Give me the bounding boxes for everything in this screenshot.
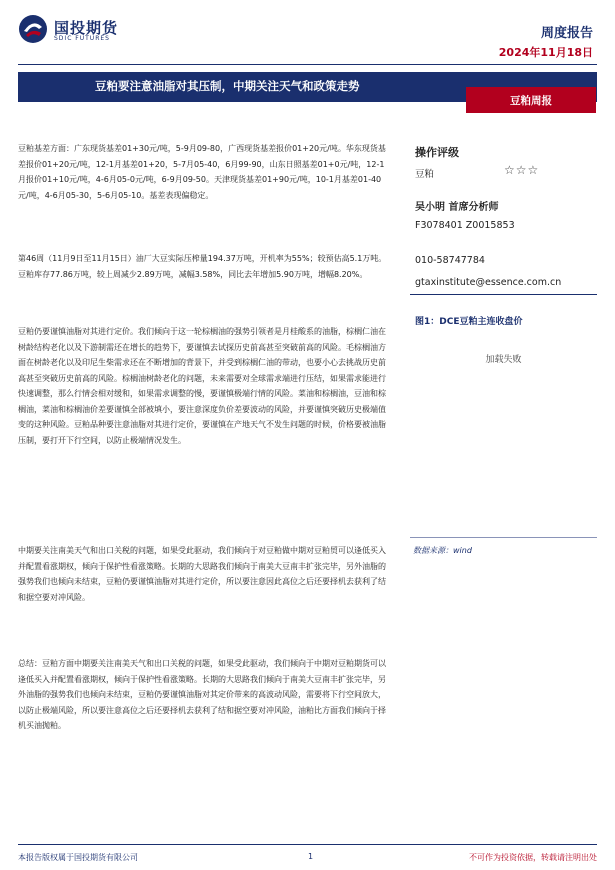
crush-inventory-paragraph: 第46周（11月9日至11月15日）油厂大豆实际压榨量194.37万吨，开机率为55%；较预估高5.1万吨。豆粕库存77.86万吨，较上周减少2.89万吨，减幅3.58%，同比去年增加5.90万吨，增幅8.20%。 xyxy=(18,254,387,279)
figure-bottom-divider xyxy=(410,537,597,538)
company-logo xyxy=(18,14,158,50)
analyst-name: 吴小明 首席分析师 xyxy=(415,202,499,213)
footer-copyright: 本报告版权属于国投期货有限公司 xyxy=(18,853,138,862)
contact-phone: 010-58747784 xyxy=(415,255,485,266)
logo-text-en: SDIC FUTURES xyxy=(54,35,110,42)
report-date: 2024年11月18日 xyxy=(498,46,593,59)
footer-disclaimer: 不可作为投资依据，转载请注明出处 xyxy=(469,853,597,862)
report-title: 豆粕要注意油脂对其压制，中期关注天气和政策走势 xyxy=(95,79,360,93)
page-number: 1 xyxy=(308,852,314,861)
report-type: 周度报告 xyxy=(540,26,593,41)
analyst-certificate: F3078401 Z0015853 xyxy=(415,220,515,231)
oil-pricing-paragraph: 豆粕仍要谨慎油脂对其进行定价。我们倾向于这一轮棕榈油的强势引领者是月桂酸系的油脂，棕榈仁油在树龄结构老化以及下游制需还在增长的趋势下，要谨慎去试探历史前高甚至突破前高的风险。毛棕榈油方面在树龄老化以及印尼生柴需求还在不断增加的背景下，并受到棕榈仁油的带动，也要小心去挑战历史前高甚至突破历史前高的风险。棕榈油树龄老化的问题，未来需要对全球需求端进行压结，如果需求能进行快速调整，那么行情会相对缓和，如果需求调整的慢，要谨慎极端行情的风险。菜油和棕榈油，豆油和棕榈油，菜油和棕榈油价差要谨慎全部被填小，要注意深度负价差要波动的风险，并要谨慎突破历史极端值变的这种风险。豆粕品种要注意油脂对其进行定价，要谨慎在产地天气不发生问题的时候，价格要被油脂压制，要打开下行空间，以防止极端情况发生。 xyxy=(18,327,386,445)
figure-load-failed: 加载失败 xyxy=(485,355,522,365)
rating-stars-icon: ☆☆☆ xyxy=(504,163,540,177)
figure-title: 图1：DCE豆粕主连收盘价 xyxy=(415,317,523,327)
summary-paragraph: 总结：豆粕方面中期要关注南美天气和出口关税的问题，如果受此驱动，我们倾向于中期对豆粕期货可以逢低买入并配置看涨期权，倾向于保护性看涨策略。长期的大思路我们倾向于南美大豆南丰扩张完毕，另外油脂的强势我们也倾向未结束，豆粕仍要谨慎油脂对其定价带来的高波动风险，需要将下行空间放大，以防止极端风险，所以要注意高位之后还要择机去获利了结和据空要对冲风险，油粕比方面我们倾向于择机买油抛粕。 xyxy=(18,659,386,730)
rating-item: 豆粕 xyxy=(415,169,435,180)
report-tag: 豆粕周报 xyxy=(510,95,552,107)
basis-paragraph: 豆粕基差方面：广东现货基差01+30元/吨，5-9月09-80，广西现货基差报价01+20元/吨。华东现货基差报价01+20元/吨，12-1月基差01+20，5-7月05-40，6月99-90，山东日照基差01+0元/吨，12-1月报价01+10元/吨，4-6月05-0元/吨，6-9月09-50。天津现货基差01+90元/吨，10-1月基差01-40元/吨，4-6月05-30，5-6月05-10。基差表现偏稳定。 xyxy=(18,144,386,200)
logo-emblem-icon xyxy=(18,14,48,44)
footer-divider xyxy=(18,844,597,845)
data-source: 数据来源：wind xyxy=(413,546,472,555)
logo-text-cn: 国投期货 xyxy=(54,19,119,37)
header-divider xyxy=(18,64,597,65)
rating-label: 操作评级 xyxy=(415,146,459,159)
midterm-outlook-paragraph: 中期要关注南美天气和出口关税的问题，如果受此驱动，我们倾向于对豆粕做中期对豆粕贸可以逢低买入并配置看涨期权，倾向于保护性看涨策略。长期的大思路我们倾向于南美大豆南丰扩张完毕，另外油脂的强势我们也倾向未结束，豆粕仍要谨慎油脂对其进行定价，所以要注意因此高位之后还要择机去获利了结和据空要对冲风险。 xyxy=(18,546,386,602)
figure-top-divider xyxy=(410,294,597,295)
contact-email[interactable]: gtaxinstitute@essence.com.cn xyxy=(415,277,562,288)
